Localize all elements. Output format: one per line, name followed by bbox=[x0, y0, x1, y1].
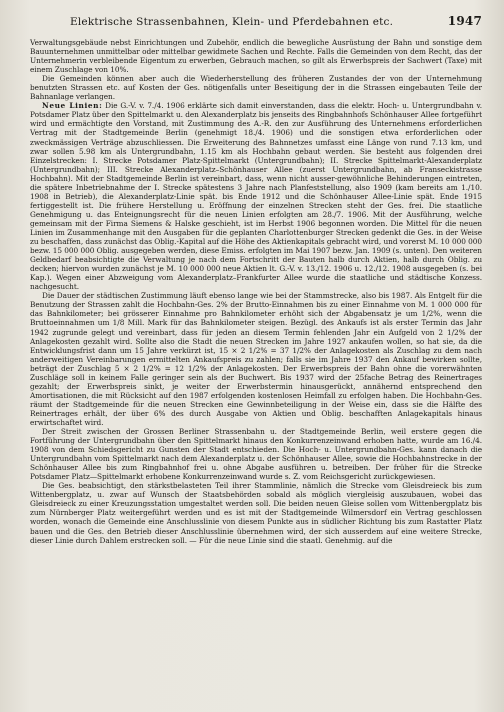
paragraph bbox=[30, 291, 482, 427]
paragraph-text: Der Streit zwischen der Grossen Berliner Strassenbahn u. der Stadtgemeinde Berlin, weil erstere gegen die Fortführung der Untergrundbahn über den Spittelmarkt hinaus den Konkurrenzeinwand erhoben hatte, wurde am 16./4. 1908 von dem Schiedsgericht zu Gunsten der Stadt entschieden. Die Hoch- u. Untergrundbahn-Ges. kann danach die Untergrundbahn vom Spittelmarkt nach dem Alexanderplatz u. der Schönhauser Allee, sowie die Hochbahnstrecke in der Schönhauser Allee bis zum Ringbahnhof frei u. ohne Abgabe ausführen u. betreiben. Der früher für die Strecke Potsdamer Platz—Spittelmarkt erhobene Konkurrenzeinwand wurde s. Z. vom Reichsgericht zurückgewiesen. bbox=[30, 427, 482, 482]
paragraph bbox=[30, 101, 482, 291]
paragraph-text: Die Gemeinden können aber auch die Wiederherstellung des früheren Zustandes der von der Unternehmung benutzten Strassen etc. auf Kosten der Ges. nötigenfalls unter Beseitigung der in die Strassen eingebauten Teile der Bahnanlage verlangen. bbox=[30, 74, 482, 102]
body-text bbox=[30, 38, 482, 545]
paragraph bbox=[30, 481, 482, 544]
paragraph-text: Verwaltungsgebäude nebst Einrichtungen und Zubehör, endlich die bewegliche Ausrüstung der Bahn und sonstige dem Bauunternehmen unmittelbar oder mittelbar gewidmete Sachen und Rechte. Falls die Gemeinden von dem Recht, das der Unternehmerin verbleibende Eigentum zu erwerben, Gebrauch machen, so gilt als Erwerbspreis der Sachwert (Taxe) mit einem Zuschlage von 10%. bbox=[30, 38, 482, 75]
paragraph bbox=[30, 74, 482, 101]
paragraph bbox=[30, 38, 482, 74]
running-title: Elektrische Strassenbahnen, Klein- und Pferdebahnen etc. bbox=[70, 16, 394, 28]
page-header bbox=[30, 14, 482, 28]
page-number: 1947 bbox=[447, 14, 482, 28]
paragraph bbox=[30, 427, 482, 481]
paragraph-text: Die Ges. beabsichtigt, den stärkstbelasteten Teil ihrer Stammlinie, nämlich die Strecke vom Gleisdreieck bis zum Wittenbergplatz, u. zwar auf Wunsch der Staatsbehörden sobald als möglich viergleisig auszubauen, wobei das Gleisdreieck zu einer Kreuzungsstation umgestaltet werden soll. Die beiden neuen Gleise sollen vom Wittenbergplatz bis zum Nürnberger Platz weitergeführt werden und es ist mit der Stadtgemeinde Wilmersdorf ein Vertrag geschlossen worden, wonach die Gemeinde eine Anschlusslinie von diesem Punkte aus in südlicher Richtung bis zum Rastatter Platz bauen und die Ges. den Betrieb dieser Anschlusslinie übernehmen wird, der sich ausserdem auf eine weitere Strecke, dieser Linie durch Dahlem erstrecken soll. — Für die neue Linie sind die staatl. Genehmig. auf die bbox=[30, 481, 482, 545]
section-lead: Neue Linien: bbox=[42, 101, 103, 111]
paragraph-text: Die G.-V. v. 7./4. 1906 erklärte sich damit einverstanden, dass die elektr. Hoch- u. Untergrundbahn v. Potsdamer Platz über den Spittelmarkt u. den Alexanderplatz bis jenseits des Ringbahnhofs Schönhauser Allee fortgeführt wird und ermächtigte den Vorstand, mit Zustimmung des A.-R. den zur Ausführung des Unternehmens erforderlichen Vertrag mit der Stadtgemeinde Berlin (genehmigt 18./4. 1906) und die sonstigen etwa erforderlichen oder zweckmässigen Verträge abzuschliessen. Die Erweiterung des Bahnnetzes umfasst eine Länge von rund 7.13 km, und zwar sollen 5.98 km als Untergrundbahn, 1.15 km als Hochbahn gebaut werden. Sie besteht aus folgenden drei Einzelstrecken: I. Strecke Potsdamer Platz-Spittelmarkt (Untergrundbahn); II. Strecke Spittelmarkt-Alexanderplatz (Untergrundbahn); III. Strecke Alexanderplatz–Schönhauser Allee (zuerst Untergrundbahn, ab Franseckistrasse Hochbahn). Mit der Stadtgemeinde Berlin ist vereinbart, dass, wenn nicht ausser-gewöhnliche Behinderungen eintreten, die spätere Inbetriebnahme der I. Strecke spätestens 3 Jahre nach Planfeststellung, also 1909 (kam bereits am 1./10. 1908 in Betrieb), die Alexanderplatz-Linie spät. bis Ende 1912 und die Schönhauser Allee-Linie spät. Ende 1915 fertiggestellt ist. Die frühere Herstellung u. Eröffnung der einzelnen Strecken steht der Ges. frei. Die staatliche Genehmigung u. das Enteignungsrecht für die neuen Linien erfolgten am 28./7. 1906. Mit der Ausführung, welche gemeinsam mit der Firma Siemens & Halske geschieht, ist im Herbst 1906 begonnen worden. Die Mittel für die neuen Linien im Zusammenhange mit den Ausgaben für die geplanten Charlottenburger Strecken gedenkt die Ges. in der Weise zu beschaffen, dass zunächst das Oblig.-Kapital auf die Höhe des Aktienkapitals gebracht wird, und vorerst M. 10 000 000 bezw. 15 000 000 Oblig. ausgegeben werden, diese Emiss. erfolgten im Mai 1907 bezw. Jan. 1909 (s. unten). Den weiteren Geldbedarf beabsichtigte die Verwaltung je nach dem Fortschritt der Bauten halb durch Aktien, halb durch Oblig. zu decken; hiervon wurden zunächst je M. 10 000 000 neue Aktien lt. G.-V. v. 13./12. 1906 u. 12./12. 1908 ausgegeben (s. bei Kap.). Wegen einer Abzweigung vom Alexanderplatz–Frankfurter Allee wurde die staatliche und städtische Konzess. nachgesucht. bbox=[30, 101, 482, 292]
paragraph-text: Die Dauer der städtischen Zustimmung läuft ebenso lange wie bei der Stammstrecke, also bis 1987. Als Entgelt für die Benutzung der Strassen zahlt die Hochbahn-Ges. 2% der Brutto-Einnahmen bis zu einer Einnahme von M. 1 000 000 für das Bahnkilometer; bei grösserer Einnahme pro Bahnkilometer erhöht sich der Abgabensatz je um 1/2%, wenn die Bruttoeinnahmen um 1/8 Mill. Mark für das Bahnkilometer steigen. Bezügl. des Ankaufs ist als erster Termin das Jahr 1942 zugrunde gelegt und vereinbart, dass für jeden an diesem Termin fehlenden Jahr ein Aufgeld von 2 1/2% der Anlagekosten gezahlt wird. Sollte also die Stadt die neuen Strecken im Jahre 1927 ankaufen wollen, so hat sie, da die Entwicklungsfrist dann um 15 Jahre verkürzt ist, 15 × 2 1/2% = 37 1/2% der Anlagekosten als Zuschlag zu dem nach anderweitigen Vereinbarungen ermittelten Ankaufspreis zu zahlen; falls sie im Jahre 1937 den Ankauf bewirken sollte, beträgt der Zuschlag 5 × 2 1/2% = 12 1/2% der Anlagekosten. Der Erwerbspreis der Bahn ohne die vorerwähnten Zuschläge soll in keinem Falle geringer sein als der Buchwert. Bis 1937 wird der 25fache Betrag des Reinertrages gezahlt; der Erwerbspreis sinkt, je weiter der Erwerbstermin hinausgerückt, annähernd entsprechend den Amortisationen, die mit Rücksicht auf den 1987 erfolgenden kostenlosen Heimfall zu erfolgen haben. Die Hochbahn-Ges. räumt der Stadtgemeinde für die neuen Strecken eine Gewinnbeteiligung in der Weise ein, dass sie die Hälfte des Reinertrages erhält, der über 6% des durch Ausgabe von Aktien und Oblig. beschafften Anlagekapitals hinaus erwirtschaftet wird. bbox=[30, 291, 482, 427]
